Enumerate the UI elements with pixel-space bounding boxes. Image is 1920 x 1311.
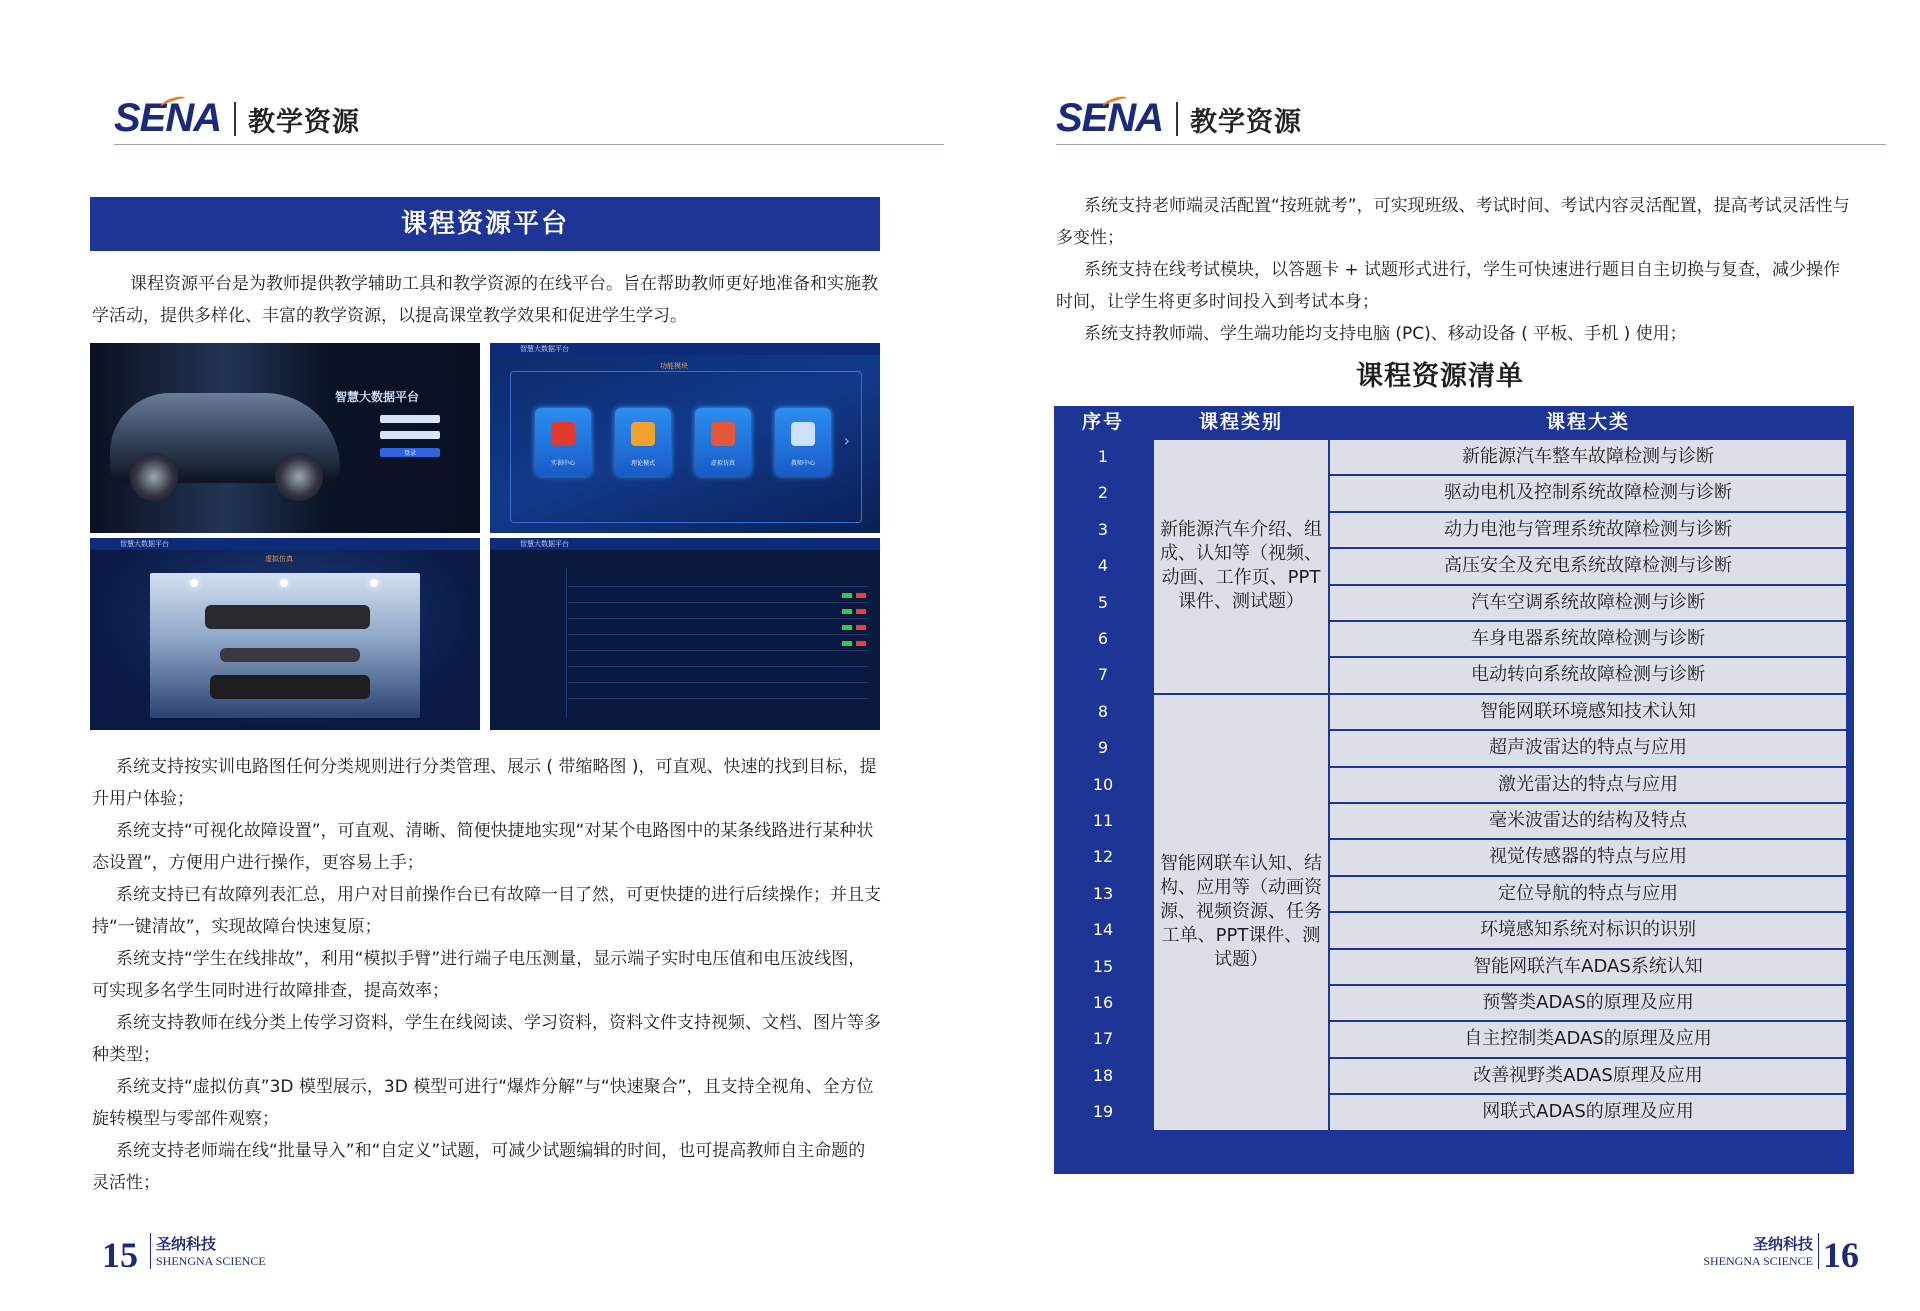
- list-title: 课程资源清单: [1356, 361, 1524, 392]
- status-tag: [856, 625, 866, 630]
- row-number: 8: [1097, 701, 1109, 721]
- car-icon: [711, 422, 735, 446]
- app-bar: 智慧大数据平台: [490, 538, 880, 550]
- feature-item: 系统支持老师端在线“批量导入”和“自定义”试题，可减少试题编辑的时间，也可提高教师自主命题的灵活性；: [92, 1141, 866, 1193]
- feature-item: 系统支持教师在线分类上传学习资料，学生在线阅读、学习资料，资料文件支持视频、文档、图片等多种类型；: [92, 1013, 881, 1065]
- header-course: 课程大类: [1545, 411, 1630, 433]
- app-bar: 智慧大数据平台: [90, 538, 480, 550]
- tools-icon: [551, 422, 575, 446]
- row-number: 5: [1097, 592, 1109, 612]
- course-item: 超声波雷达的特点与应用: [1330, 731, 1846, 765]
- feature-item: 系统支持老师端灵活配置“按班就考”，可实现班级、考试时间、考试内容灵活配置，提高考试灵活性与多变性；: [1056, 196, 1850, 248]
- row-number: 12: [1092, 847, 1114, 867]
- header-rule: [1056, 144, 1886, 145]
- company-mark: 圣纳科技 SHENGNA SCIENCE: [1678, 1233, 1819, 1269]
- course-item: 新能源汽车整车故障检测与诊断: [1330, 440, 1846, 474]
- feature-list-left: [92, 751, 882, 1199]
- feature-list-right: [1056, 190, 1856, 350]
- category-cell: 智能网联车认知、结构、应用等（动画资源、视频资源、任务工单、PPT课件、测试题）: [1154, 695, 1328, 1130]
- row-number: 4: [1097, 556, 1109, 576]
- home-screenshot: [490, 343, 880, 533]
- course-item: 自主控制类ADAS的原理及应用: [1330, 1022, 1846, 1056]
- course-item: 网联式ADAS的原理及应用: [1330, 1095, 1846, 1129]
- sim-title: 虚拟仿真: [265, 555, 293, 563]
- tile-simulation: 虚拟仿真: [695, 408, 751, 476]
- company-mark: 圣纳科技 SHENGNA SCIENCE: [150, 1233, 266, 1269]
- sena-logo: SENA: [1056, 96, 1164, 140]
- status-tag: [856, 593, 866, 598]
- row-number: 1: [1097, 447, 1109, 466]
- panel-title: 功能模块: [660, 362, 688, 370]
- row-number: 16: [1092, 993, 1114, 1012]
- login-button: 登录: [380, 448, 440, 457]
- header-divider: [1176, 102, 1178, 136]
- course-item: 改善视野类ADAS原理及应用: [1330, 1059, 1846, 1093]
- course-item: 激光雷达的特点与应用: [1330, 768, 1846, 802]
- row-number: 3: [1097, 519, 1109, 539]
- chassis-part: [205, 605, 370, 629]
- course-item: 驱动电机及控制系统故障检测与诊断: [1330, 476, 1846, 510]
- sena-logo: SENA: [114, 96, 222, 140]
- status-tag: [842, 593, 852, 598]
- course-item: 车身电器系统故障检测与诊断: [1330, 622, 1846, 656]
- header-category: 课程类别: [1198, 411, 1283, 433]
- row-number: 9: [1097, 738, 1109, 758]
- feature-item: 系统支持按实训电路图任何分类规则进行分类管理、展示 ( 带缩略图 )，可直观、快速的找到目标，提升用户体验；: [92, 757, 877, 809]
- car-wheel: [130, 453, 178, 501]
- feature-item: 系统支持“学生在线排故”，利用“模拟手臂”进行端子电压测量，显示端子实时电压值和电压波线图，可实现多名学生同时进行故障排查，提高效率；: [92, 949, 866, 1001]
- list-screenshot: [490, 538, 880, 730]
- course-item: 智能网联环境感知技术认知: [1330, 695, 1846, 729]
- page-number: 16: [1823, 1235, 1859, 1275]
- password-field: [380, 431, 440, 439]
- course-table: [1054, 406, 1854, 1174]
- login-screenshot: [90, 343, 480, 533]
- course-item: 汽车空调系统故障检测与诊断: [1330, 586, 1846, 620]
- tile-theory: 理论模式: [615, 408, 671, 476]
- header-rule: [114, 144, 944, 145]
- feature-item: 系统支持“可视化故障设置”，可直观、清晰、简便快捷地实现“对某个电路图中的某条线路进行某种状态设置”，方便用户进行操作，更容易上手；: [92, 821, 874, 873]
- section-title: 教学资源: [248, 107, 360, 138]
- row-number: 18: [1092, 1065, 1114, 1085]
- right-page: [960, 0, 1920, 1311]
- course-item: 定位导航的特点与应用: [1330, 877, 1846, 911]
- page-number: 15: [102, 1235, 138, 1275]
- status-tag: [842, 625, 852, 630]
- username-field: [380, 415, 440, 423]
- row-number: 17: [1092, 1029, 1114, 1049]
- course-item: 智能网联汽车ADAS系统认知: [1330, 950, 1846, 984]
- course-item: 动力电池与管理系统故障检测与诊断: [1330, 513, 1846, 547]
- platform-title: 课程资源平台: [90, 197, 880, 251]
- course-item: 环境感知系统对标识的识别: [1330, 913, 1846, 947]
- tile-training: 实训中心: [535, 408, 591, 476]
- lamp: [370, 579, 378, 587]
- section-title: 教学资源: [1190, 107, 1302, 138]
- course-item: 视觉传感器的特点与应用: [1330, 840, 1846, 874]
- course-item: 预警类ADAS的原理及应用: [1330, 986, 1846, 1020]
- course-item: 高压安全及充电系统故障检测与诊断: [1330, 549, 1846, 583]
- row-number: 15: [1092, 956, 1114, 976]
- row-number: 7: [1097, 665, 1109, 685]
- login-title: 智慧大数据平台: [335, 390, 420, 404]
- tile-teacher: 教师中心: [775, 408, 831, 476]
- row-number: 13: [1092, 883, 1114, 903]
- row-number: 6: [1097, 629, 1109, 648]
- course-item: 电动转向系统故障检测与诊断: [1330, 658, 1846, 692]
- feature-item: 系统支持在线考试模块，以答题卡 + 试题形式进行，学生可快速进行题目自主切换与复查，减少操作时间，让学生将更多时间投入到考试本身；: [1056, 260, 1841, 312]
- simulation-screenshot: [90, 538, 480, 730]
- intro-paragraph: 课程资源平台是为教师提供教学辅助工具和教学资源的在线平台。旨在帮助教师更好地准备和实施教学活动，提供多样化、丰富的教学资源，以提高课堂教学效果和促进学生学习。: [92, 274, 878, 326]
- row-number: 2: [1097, 483, 1109, 503]
- feature-item: 系统支持“虚拟仿真”3D 模型展示，3D 模型可进行“爆炸分解”与“快速聚合”，且支持全视角、全方位旋转模型与零部件观察；: [92, 1077, 874, 1129]
- row-number: 19: [1092, 1102, 1114, 1122]
- teacher-icon: [791, 422, 815, 446]
- row-number: 11: [1092, 811, 1114, 830]
- feature-item: 系统支持教师端、学生端功能均支持电脑 (PC)、移动设备 ( 平板、手机 ) 使用；: [1084, 324, 1687, 344]
- status-tag: [842, 641, 852, 646]
- header-divider: [234, 102, 236, 136]
- header-no: 序号: [1081, 411, 1124, 433]
- row-number: 10: [1092, 774, 1114, 794]
- filter-panel: [492, 568, 567, 718]
- 3d-stage: [150, 573, 420, 718]
- app-bar: 智慧大数据平台: [490, 343, 880, 355]
- course-item: 毫米波雷达的结构及特点: [1330, 804, 1846, 838]
- lamp: [190, 579, 198, 587]
- book-icon: [631, 422, 655, 446]
- lamp: [280, 579, 288, 587]
- body-part: [210, 675, 370, 699]
- page-header: [114, 96, 944, 146]
- row-number: 14: [1092, 920, 1114, 940]
- chevron-right-icon: ›: [843, 431, 850, 450]
- page-header: [1056, 96, 1886, 146]
- feature-item: 系统支持已有故障列表汇总，用户对目前操作台已有故障一目了然，可更快捷的进行后续操作；并且支持“一键清故”，实现故障台快速复原；: [92, 885, 881, 937]
- car-wheel: [275, 453, 323, 501]
- status-tag: [856, 609, 866, 614]
- status-tag: [842, 609, 852, 614]
- status-tag: [856, 641, 866, 646]
- category-cell: 新能源汽车介绍、组成、认知等（视频、动画、工作页、PPT课件、测试题）: [1154, 440, 1328, 693]
- frame-part: [220, 648, 360, 662]
